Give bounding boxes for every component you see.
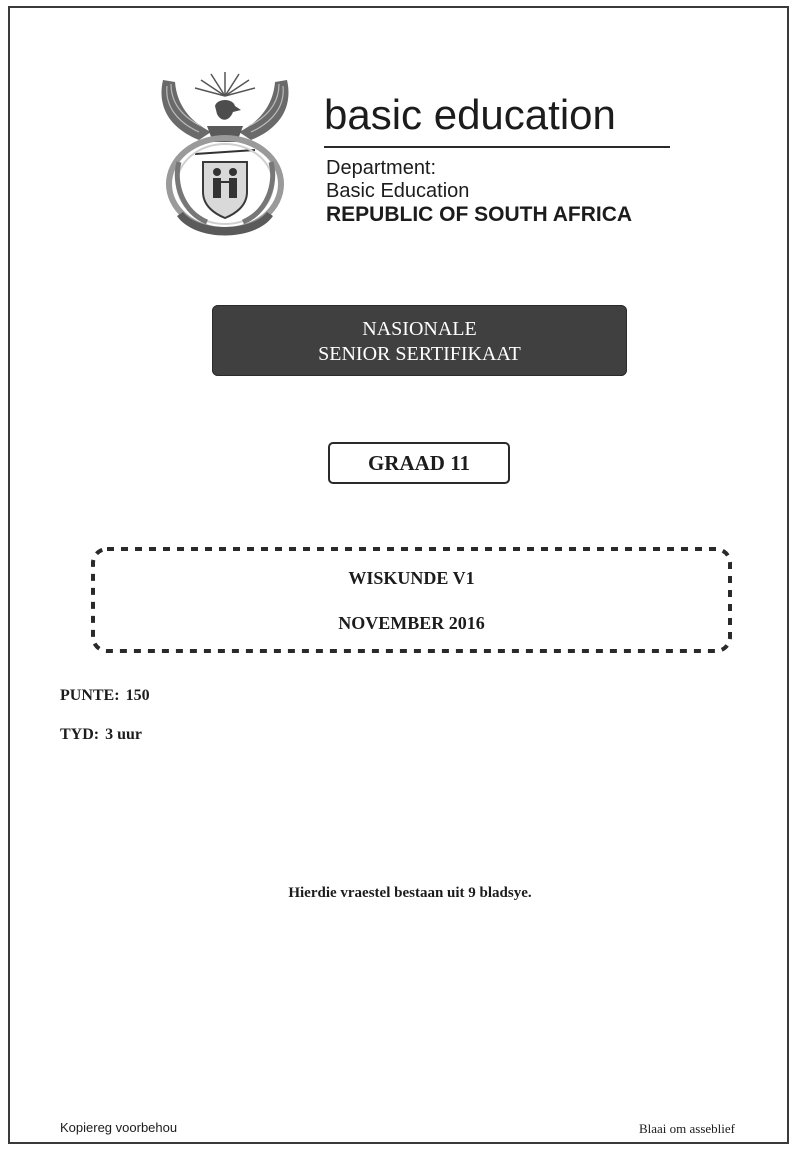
grade-badge: GRAAD 11 — [328, 442, 510, 484]
marks-row — [60, 687, 150, 705]
department-label: Department: — [326, 157, 437, 179]
subject-title: WISKUNDE V1 — [348, 568, 475, 588]
certificate-line-2: SENIOR SERTIFIKAAT — [318, 343, 521, 365]
certificate-line-1: NASIONALE — [362, 318, 477, 340]
dashed-border — [90, 546, 733, 654]
time-row — [60, 726, 142, 744]
marks-value: 150 — [125, 687, 150, 704]
certificate-banner — [212, 305, 627, 376]
coat-of-arms-icon — [155, 66, 295, 241]
copyright-notice: Kopiereg voorbehou — [60, 1120, 178, 1135]
department-name: Basic Education — [326, 180, 470, 202]
time-label: TYD: — [60, 726, 100, 743]
exam-date: NOVEMBER 2016 — [338, 613, 485, 633]
time-value: 3 uur — [105, 726, 143, 743]
marks-label: PUNTE: — [60, 687, 120, 704]
brand-title: basic education — [324, 91, 616, 138]
subject-box — [90, 546, 733, 654]
turn-page-note: Blaai om asseblief — [638, 1121, 735, 1136]
page-count-note: Hierdie vraestel bestaan uit 9 bladsye. — [288, 885, 532, 901]
exam-cover-page — [8, 6, 789, 1144]
country-name: REPUBLIC OF SOUTH AFRICA — [326, 203, 633, 226]
brand-divider — [324, 146, 670, 148]
